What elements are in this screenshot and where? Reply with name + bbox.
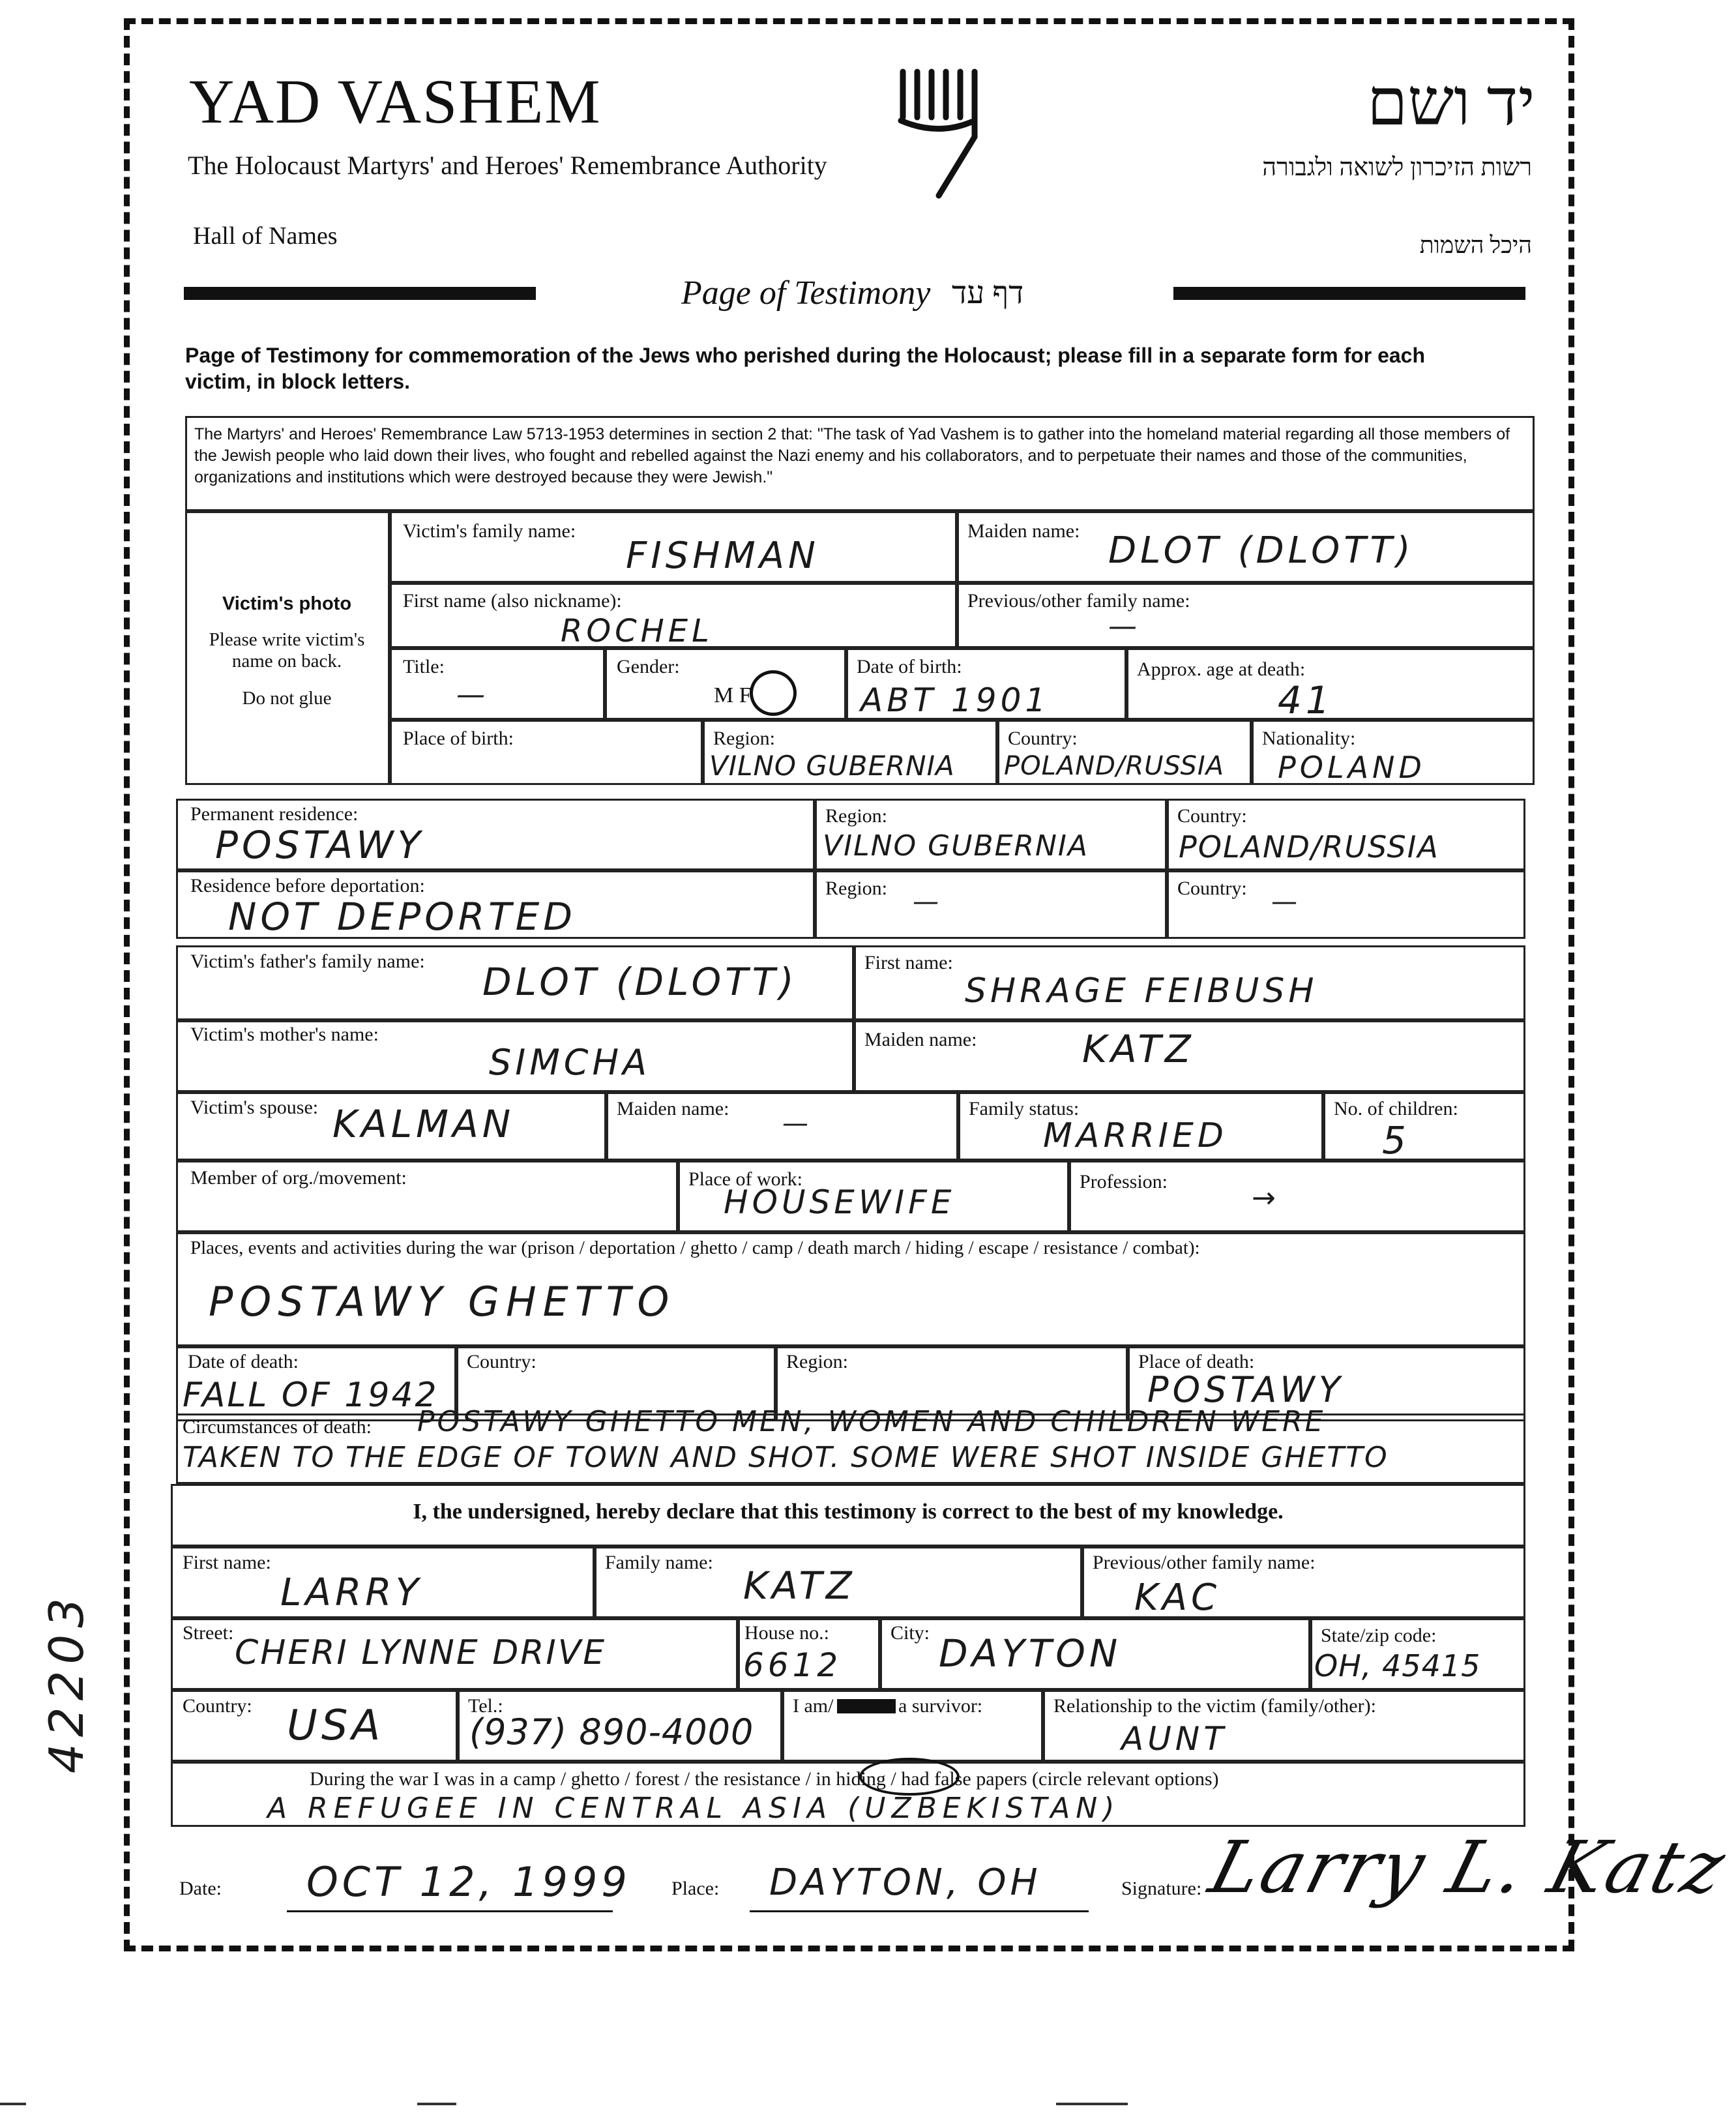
first-name-label: First name (also nickname): bbox=[403, 590, 622, 612]
spouse-value[interactable]: KALMAN bbox=[332, 1102, 515, 1146]
res-before-country-value[interactable]: — bbox=[1271, 887, 1301, 917]
declaration-text: I, the undersigned, hereby declare that this testimony is correct to the best of my knowledge. bbox=[413, 1500, 1284, 1524]
submitter-first-value[interactable]: LARRY bbox=[280, 1570, 423, 1614]
signature-value[interactable]: Larry L. Katz bbox=[1201, 1826, 1736, 1909]
hall-of-names: Hall of Names bbox=[193, 222, 338, 250]
yad-vashem-logo bbox=[893, 65, 984, 202]
photo-note-2: name on back. bbox=[231, 651, 342, 672]
place-of-work-value[interactable]: HOUSEWIFE bbox=[724, 1183, 956, 1221]
law-text: The Martyrs' and Heroes' Remembrance Law 5713-1953 determines in section 2 that: "The task of Yad Vashem is to gather into the homeland material regarding all those members of the Jewish people who laid down their lives, who fought and rebelled against the Nazi enemy and his collaborators, and to perpetuate their names and those of the communities, organizations and institutions which were destroyed because they were Jewish." bbox=[194, 425, 1510, 486]
survivor-label-b: a survivor: bbox=[898, 1695, 983, 1717]
res-before-label: Residence before deportation: bbox=[190, 875, 425, 896]
relationship-value[interactable]: AUNT bbox=[1121, 1720, 1228, 1758]
father-family-value[interactable]: DLOT (DLOTT) bbox=[482, 960, 798, 1004]
submitter-first-label: First name: bbox=[183, 1552, 271, 1573]
dob-label: Date of birth: bbox=[857, 656, 962, 677]
age-value[interactable]: 41 bbox=[1278, 678, 1334, 722]
circumstances-label: Circumstances of death: bbox=[183, 1416, 372, 1438]
place-line bbox=[750, 1910, 1089, 1912]
places-events-label: Places, events and activities during the war (prison / deportation / ghetto / camp / death march / hiding / escape / resistance / combat): bbox=[190, 1237, 1200, 1258]
date-of-death-value[interactable]: FALL OF 1942 bbox=[183, 1376, 439, 1415]
survivor-strikeout bbox=[837, 1699, 896, 1713]
family-status-value[interactable]: MARRIED bbox=[1043, 1116, 1228, 1155]
survivor-label-a: I am/ bbox=[793, 1695, 834, 1717]
gender-options[interactable]: M F bbox=[714, 683, 752, 707]
perm-residence-value[interactable]: POSTAWY bbox=[215, 823, 424, 867]
submitter-previous-label: Previous/other family name: bbox=[1093, 1552, 1316, 1573]
scan-mark-1 bbox=[0, 2103, 26, 2105]
hall-hebrew: היכל השמות bbox=[1419, 232, 1532, 258]
death-country-label: Country: bbox=[467, 1351, 537, 1372]
signature-label: Signature: bbox=[1121, 1878, 1202, 1899]
children-label: No. of children: bbox=[1334, 1098, 1458, 1119]
submitter-family-label: Family name: bbox=[605, 1552, 713, 1573]
state-zip-label: State/zip code: bbox=[1321, 1625, 1437, 1646]
date-line bbox=[287, 1910, 613, 1912]
mother-name-value[interactable]: SIMCHA bbox=[489, 1042, 651, 1083]
birth-region-label: Region: bbox=[713, 728, 775, 749]
res-before-region-value[interactable]: — bbox=[913, 887, 943, 917]
page-title-hebrew: דף עד bbox=[952, 276, 1024, 310]
street-value[interactable]: CHERI LYNNE DRIVE bbox=[235, 1633, 607, 1672]
family-name-value[interactable]: FISHMAN bbox=[626, 535, 819, 577]
spouse-maiden-value[interactable]: — bbox=[782, 1108, 812, 1138]
photo-note-3: Do not glue bbox=[242, 688, 332, 709]
photo-note-1: Please write victim's bbox=[209, 629, 365, 650]
date-value[interactable]: OCT 12, 1999 bbox=[306, 1858, 631, 1906]
city-label: City: bbox=[890, 1622, 930, 1644]
spouse-maiden-label: Maiden name: bbox=[617, 1098, 729, 1119]
submitter-family-value[interactable]: KATZ bbox=[743, 1563, 856, 1608]
place-label: Place: bbox=[671, 1878, 720, 1899]
submitter-previous-value[interactable]: KAC bbox=[1134, 1577, 1221, 1619]
places-events-value[interactable]: POSTAWY GHETTO bbox=[209, 1278, 676, 1325]
member-org-label: Member of org./movement: bbox=[190, 1167, 407, 1189]
title-value[interactable]: — bbox=[456, 678, 489, 711]
tel-value[interactable]: (937) 890-4000 bbox=[469, 1711, 754, 1753]
dob-value[interactable]: ABT 1901 bbox=[861, 681, 1050, 719]
mother-maiden-value[interactable]: KATZ bbox=[1082, 1027, 1195, 1071]
page-title: Page of Testimony bbox=[681, 274, 931, 312]
country-label: Country: bbox=[183, 1695, 252, 1717]
children-value[interactable]: 5 bbox=[1382, 1118, 1410, 1162]
war-options-label: During the war I was in a camp / ghetto / forest / the resistance / in hiding / had false papers (circle relevant options) bbox=[310, 1768, 1219, 1790]
perm-residence-label: Permanent residence: bbox=[190, 803, 359, 825]
mother-maiden-label: Maiden name: bbox=[864, 1029, 977, 1050]
org-name-hebrew: יד ושם bbox=[1366, 67, 1535, 139]
mother-name-label: Victim's mother's name: bbox=[190, 1024, 379, 1045]
org-subtitle: The Holocaust Martyrs' and Heroes' Remembrance Authority bbox=[188, 151, 827, 180]
perm-region-label: Region: bbox=[825, 805, 887, 827]
birth-region-value[interactable]: VILNO GUBERNIA bbox=[709, 750, 955, 782]
place-of-work-label: Place of work: bbox=[688, 1168, 802, 1190]
date-of-death-label: Date of death: bbox=[188, 1351, 299, 1372]
age-label: Approx. age at death: bbox=[1137, 659, 1306, 680]
form-instruction: Page of Testimony for commemoration of the Jews who perished during the Holocaust; please fill in a separate form for each victim, in block letters. bbox=[185, 344, 1425, 393]
perm-region-value[interactable]: VILNO GUBERNIA bbox=[823, 829, 1089, 863]
spouse-label: Victim's spouse: bbox=[190, 1097, 319, 1118]
place-of-death-label: Place of death: bbox=[1138, 1351, 1255, 1372]
father-first-value[interactable]: SHRAGE FEIBUSH bbox=[965, 971, 1318, 1011]
gender-circle bbox=[750, 670, 797, 716]
previous-name-value[interactable]: — bbox=[1108, 610, 1141, 643]
circumstances-line-1[interactable]: POSTAWY GHETTO MEN, WOMEN AND CHILDREN WERE bbox=[417, 1405, 1326, 1438]
place-value[interactable]: DAYTON, OH bbox=[769, 1861, 1042, 1904]
in-hiding-circle bbox=[859, 1758, 960, 1796]
res-before-country-label: Country: bbox=[1177, 878, 1247, 899]
res-before-value[interactable]: NOT DEPORTED bbox=[228, 895, 576, 939]
org-subtitle-hebrew: רשות הזיכרון לשואה ולגבורה bbox=[1262, 154, 1532, 181]
gender-label: Gender: bbox=[617, 656, 680, 677]
family-status-label: Family status: bbox=[969, 1098, 1080, 1119]
profession-value[interactable]: → bbox=[1252, 1181, 1280, 1215]
date-label: Date: bbox=[179, 1878, 222, 1899]
first-name-value[interactable]: ROCHEL bbox=[561, 613, 713, 649]
family-name-label: Victim's family name: bbox=[403, 520, 576, 542]
country-value[interactable]: USA bbox=[287, 1702, 385, 1750]
res-before-region-label: Region: bbox=[825, 878, 887, 899]
scan-mark-2 bbox=[417, 2103, 456, 2105]
title-label: Title: bbox=[403, 656, 445, 677]
relationship-label: Relationship to the victim (family/other): bbox=[1053, 1695, 1376, 1717]
war-note-value[interactable]: A REFUGEE IN CENTRAL ASIA (UZBEKISTAN) bbox=[267, 1792, 1121, 1825]
profession-label: Profession: bbox=[1080, 1171, 1168, 1192]
nationality-label: Nationality: bbox=[1262, 728, 1356, 749]
scan-mark-3 bbox=[1056, 2103, 1128, 2105]
street-label: Street: bbox=[183, 1622, 234, 1644]
birth-country-label: Country: bbox=[1008, 728, 1078, 749]
state-zip-value[interactable]: OH, 45415 bbox=[1314, 1648, 1481, 1683]
org-name: YAD VASHEM bbox=[189, 67, 602, 136]
photo-title: Victim's photo bbox=[222, 593, 352, 614]
title-bar-right bbox=[1173, 287, 1525, 300]
title-bar-left bbox=[184, 287, 536, 300]
previous-name-label: Previous/other family name: bbox=[967, 590, 1190, 612]
maiden-name-label: Maiden name: bbox=[967, 520, 1080, 542]
house-no-value[interactable]: 6612 bbox=[743, 1646, 842, 1684]
birth-country-value[interactable]: POLAND/RUSSIA bbox=[1004, 751, 1225, 781]
circumstances-line-2[interactable]: TAKEN TO THE EDGE OF TOWN AND SHOT. SOME WERE SHOT INSIDE GHETTO bbox=[183, 1441, 1389, 1474]
tel-label: Tel.: bbox=[468, 1695, 503, 1717]
maiden-name-value[interactable]: DLOT (DLOTT) bbox=[1108, 529, 1415, 572]
perm-country-value[interactable]: POLAND/RUSSIA bbox=[1179, 829, 1439, 865]
city-value[interactable]: DAYTON bbox=[939, 1631, 1122, 1676]
nationality-value[interactable]: POLAND bbox=[1278, 750, 1426, 785]
perm-country-label: Country: bbox=[1177, 805, 1247, 827]
house-no-label: House no.: bbox=[744, 1622, 829, 1644]
father-family-label: Victim's father's family name: bbox=[190, 951, 425, 972]
place-of-death-value[interactable]: POSTAWY bbox=[1147, 1369, 1344, 1410]
margin-number: 42203 bbox=[39, 1591, 94, 1773]
death-region-label: Region: bbox=[786, 1351, 848, 1372]
father-first-label: First name: bbox=[864, 952, 953, 973]
place-of-birth-label: Place of birth: bbox=[403, 728, 514, 749]
